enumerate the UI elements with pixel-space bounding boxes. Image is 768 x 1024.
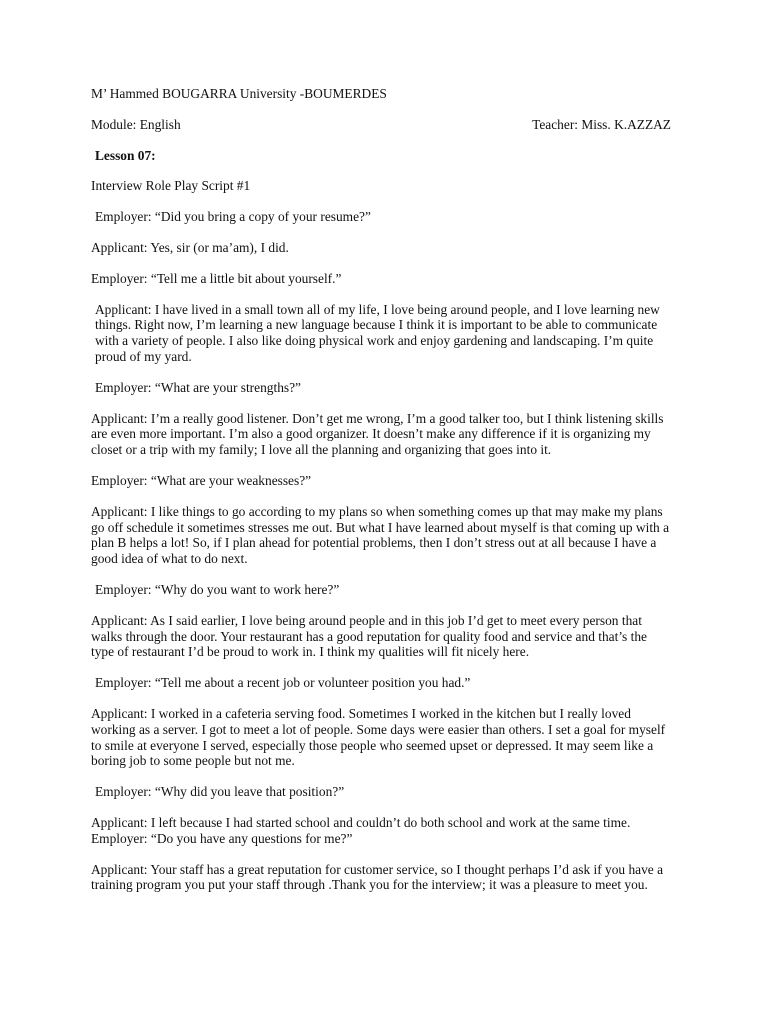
university-heading: M’ Hammed BOUGARRA University -BOUMERDES — [91, 86, 387, 101]
dialogue-line-applicant: Applicant: I have lived in a small town all of my life, I love being around people, and I love learning new things. Right now, I’m learning a new language because I think it is important to be able to communicate with a variety of people. I also like doing physical work and enjoy gardening and landscaping. I’m quite proud of my yard. — [95, 301, 660, 364]
dialogue-line-employer: Employer: “Tell me about a recent job or volunteer position you had.” — [95, 675, 471, 691]
module-label: Module: English — [91, 116, 181, 132]
dialogue-line-applicant: Applicant: I worked in a cafeteria serving food. Sometimes I worked in the kitchen but I really loved working as a server. I got to meet a lot of people. Some days were easier than others. I set a goal for myself to smile at everyone I served, especially those people who seemed upset or depressed. It may seem like a boring job to some people but not me. — [91, 705, 666, 769]
dialogue-body — [91, 209, 671, 893]
dialogue-line-applicant: Applicant: Yes, sir (or ma’am), I did. — [91, 239, 289, 255]
dialogue-line-applicant: Applicant: I left because I had started school and couldn’t do both school and work at the same time. — [91, 814, 631, 830]
teacher-label: Teacher: Miss. K.AZZAZ — [532, 116, 671, 132]
dialogue-line-employer: Employer: “What are your strengths?” — [95, 379, 301, 395]
dialogue-line-employer: Employer: “What are your weaknesses?” — [91, 472, 312, 488]
dialogue-line-employer: Employer: “Tell me a little bit about yourself.” — [91, 270, 342, 286]
dialogue-line-employer: Employer: “Did you bring a copy of your resume?” — [95, 209, 371, 225]
dialogue-line-applicant: Applicant: As I said earlier, I love being around people and in this job I’d get to meet every person that walks through the door. Your restaurant has a good reputation for quality food and service and that’s the type of restaurant I’d be proud to work in. I think my qualities will fit nicely here. — [91, 612, 647, 660]
module-teacher-row — [91, 117, 671, 133]
dialogue-line-employer: Employer: “Why did you leave that position?” — [95, 784, 345, 800]
dialogue-line-applicant: Applicant: I’m a really good listener. Don’t get me wrong, I’m a good talker too, but I think listening skills are even more important. I’m also a good organizer. It doesn’t make any difference if it is organizing my closet or a trip with my family; I love all the planning and organizing that goes into it. — [91, 410, 664, 458]
dialogue-line-employer: Employer: “Why do you want to work here?” — [95, 581, 340, 597]
script-title: Interview Role Play Script #1 — [91, 178, 251, 194]
dialogue-line-employer: Employer: “Do you have any questions for me?” — [91, 830, 353, 846]
dialogue-line-applicant: Applicant: I like things to go according to my plans so when something comes up that may make my plans go off schedule it sometimes stresses me out. But what I have learned about myself is that coming up with a plan B helps a lot! So, if I plan ahead for potential problems, then I don’t stress out at all because I have a good idea of what to do next. — [91, 503, 670, 567]
dialogue-line-applicant: Applicant: Your staff has a great reputation for customer service, so I thought perhaps I’d ask if you have a training program you put your staff through .Thank you for the interview; it was a pleasure to meet you. — [91, 861, 664, 893]
lesson-title: Lesson 07: — [95, 147, 156, 163]
document-page — [91, 86, 671, 908]
